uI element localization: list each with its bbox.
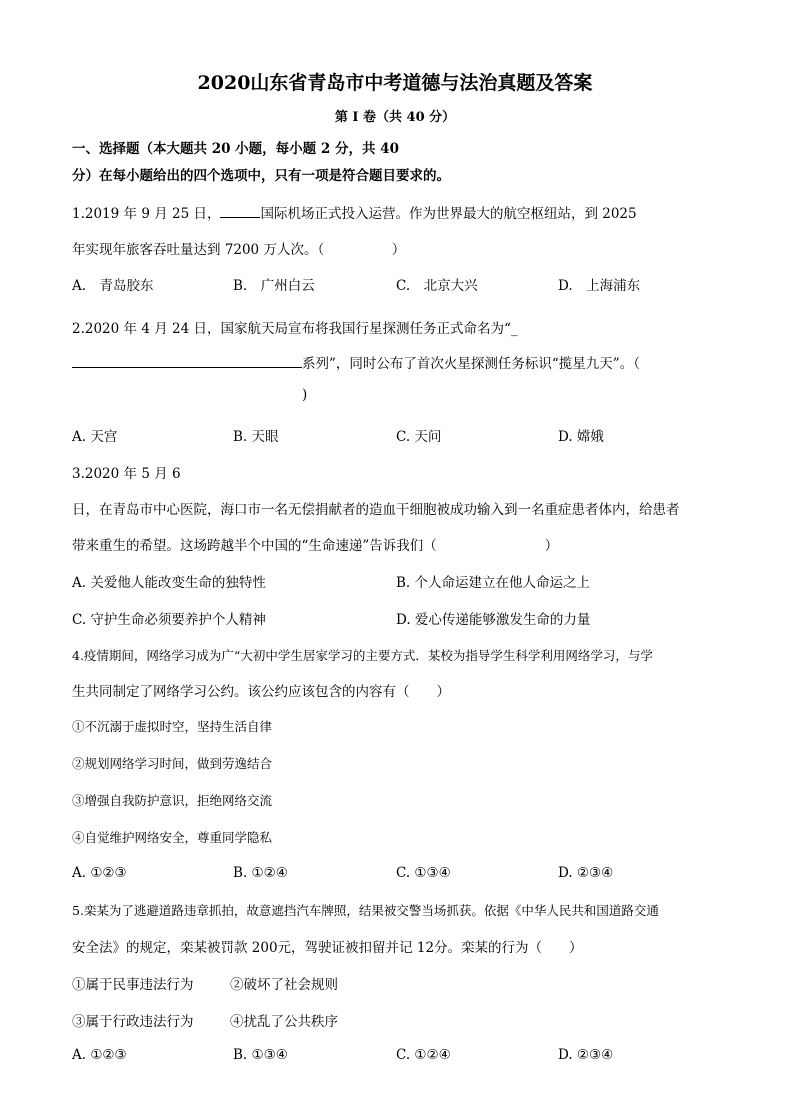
q2-line3: ) [302, 387, 308, 403]
q2-line2-post: 系列”，同时公布了首次火星探测任务标识“揽星九天”。（ [302, 356, 640, 372]
q5-item-4: ④扰乱了公共秩序 [230, 1014, 338, 1030]
q4-option-a: A. ①②③ [72, 865, 127, 881]
volume-subtitle: 第 I 卷（共 40 分） [334, 110, 456, 125]
q5-line2: 安全法》的规定，栾某被罚款 200元，驾驶证被扣留并记 12分。栾某的行为（ ） [72, 940, 583, 956]
q2-blank [72, 355, 302, 369]
q3-option-d: D. 爱心传递能够激发生命的力量 [396, 612, 591, 628]
q1-line1-post: 国际机场正式投入运营。作为世界最大的航空枢纽站，到 2025 [260, 206, 637, 222]
q1-option-c: C. 北京大兴 [396, 278, 478, 294]
q1-line1-pre: 1.2019 年 9 月 25 日， [72, 206, 221, 222]
q4-item-2: ②规划网络学习时间，做到劳逸结合 [72, 756, 273, 771]
q3-option-c: C. 守护生命必须要养护个人精神 [72, 612, 266, 628]
q2-line1: 2.2020 年 4 月 24 日，国家航天局宣布将我国行星探测任务正式命名为“_ [72, 321, 518, 337]
q3-line3: 带来重生的希望。这场跨越半个中国的“生命速递”告诉我们（ ） [72, 538, 559, 554]
q2-option-d: D. 嫦娥 [558, 429, 604, 445]
q2-option-b: B. 天眼 [233, 429, 279, 445]
q1-option-a: A. 青岛胶东 [72, 278, 154, 294]
q5-item-1: ①属于民事违法行为 [72, 977, 194, 993]
q4-option-d: D. ②③④ [558, 865, 614, 881]
q2-option-a: A. 天宫 [72, 429, 118, 445]
q5-option-d: D. ②③④ [558, 1047, 614, 1063]
q5-option-a: A. ①②③ [72, 1047, 127, 1063]
q1-blank [220, 205, 260, 219]
q1-line2: 年实现年旅客吞吐量达到 7200 万人次。（ ） [72, 242, 406, 258]
q5-option-b: B. ①③④ [233, 1047, 288, 1063]
section-heading-line2: 分）在每小题给出的四个选项中，只有一项是符合题目要求的。 [72, 168, 450, 184]
q1-option-b: B. 广州白云 [233, 278, 315, 294]
document-title: 2020山东省青岛市中考道德与法治真题及答案 [197, 72, 593, 94]
q4-option-c: C. ①③④ [396, 865, 451, 881]
q1-line1 [72, 202, 637, 222]
q4-item-1: ①不沉溺于虚拟时空，坚持生活自律 [72, 719, 273, 734]
q3-line2: 日，在青岛市中心医院，海口市一名无偿捐献者的造血干细胞被成功输入到一名重症患者体内，给患者 [72, 502, 680, 518]
q1-option-d: D. 上海浦东 [558, 278, 641, 294]
q4-line1: 4.疫情期间，网络学习成为广“大初中学生居家学习的主要方式．某校为指导学生科学利用网络学习，与学 [72, 648, 653, 663]
q4-line2: 生共同制定了网络学习公约。该公约应该包含的内容有（ ） [72, 684, 450, 700]
q2-option-c: C. 天问 [396, 429, 442, 445]
q5-item-3: ③属于行政违法行为 [72, 1014, 194, 1030]
q3-option-a: A. 关爱他人能改变生命的独特性 [72, 575, 266, 591]
q4-item-3: ③增强自我防护意识，拒绝网络交流 [72, 793, 273, 808]
q5-option-c: C. ①②④ [396, 1047, 451, 1063]
q4-item-4: ④自觉维护网络安全，尊重同学隐私 [72, 830, 273, 845]
q3-line1: 3.2020 年 5 月 6 [72, 466, 181, 482]
q2-line2 [72, 352, 640, 372]
q3-option-b: B. 个人命运建立在他人命运之上 [396, 575, 591, 591]
q5-item-2: ②破坏了社会规则 [230, 977, 338, 993]
q5-line1: 5.栾某为了逃避道路违章抓拍，故意遮挡汽车牌照，结果被交警当场抓获。依据《中华人民共和国道路交通 [72, 903, 659, 918]
q4-option-b: B. ①②④ [233, 865, 288, 881]
section-heading-line1: 一、选择题（本大题共 20 小题，每小题 2 分，共 40 [72, 141, 399, 157]
